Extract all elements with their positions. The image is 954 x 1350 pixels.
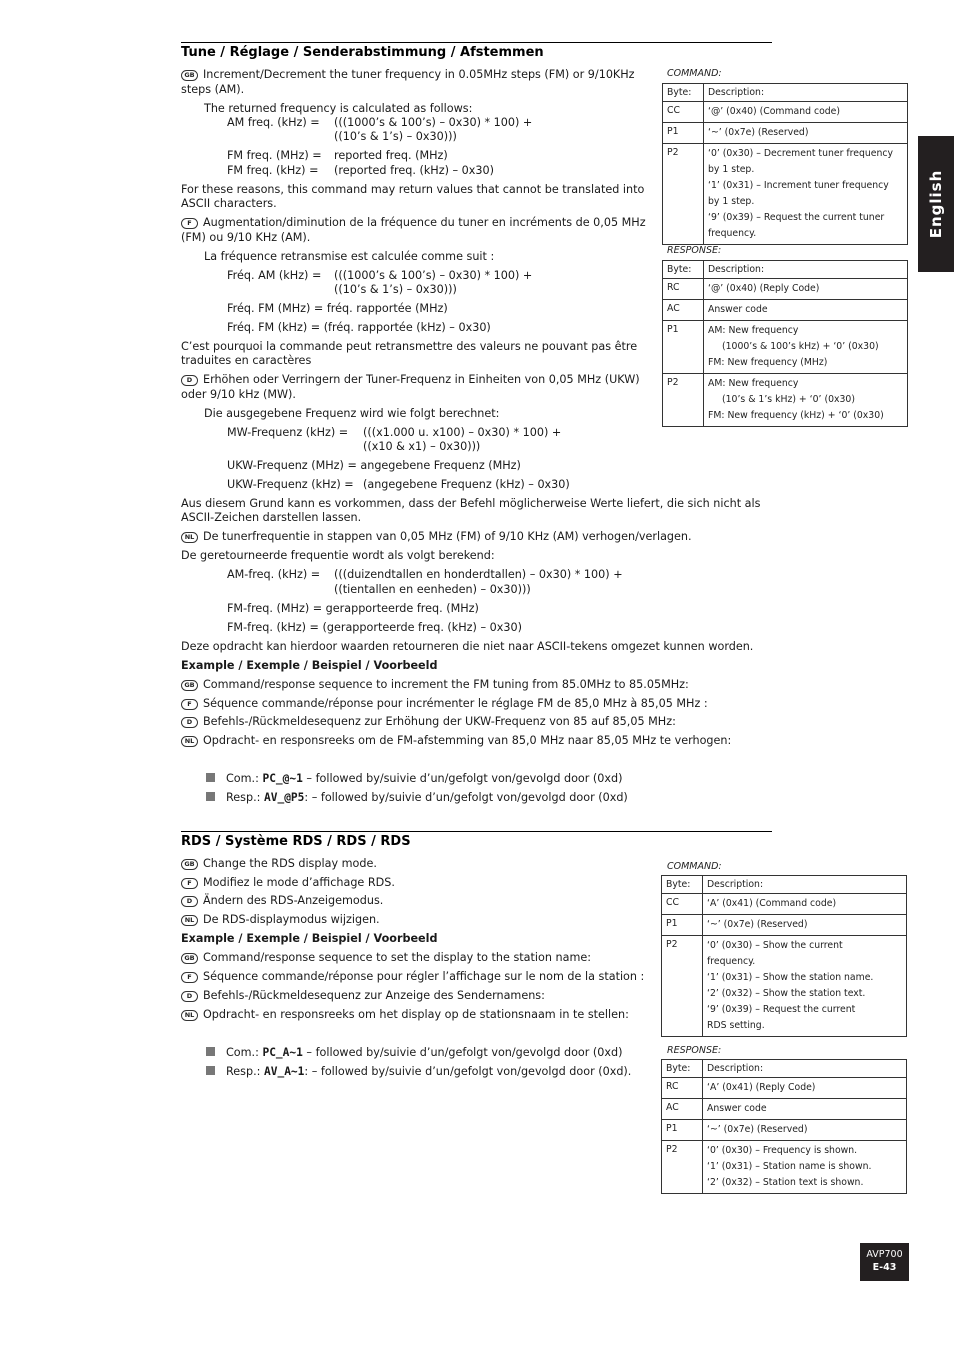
- rds-command-caption: COMMAND:: [667, 861, 722, 872]
- tune-f-am-label: Fréq. AM (kHz) =: [227, 269, 322, 282]
- description-cell: [704, 321, 908, 374]
- rds-example-gb: GB Command/response sequence to set the display to the station name:: [181, 950, 591, 965]
- table-row: [663, 321, 908, 374]
- d-lang-icon: D: [181, 991, 198, 1002]
- bullet-square-icon: [206, 792, 215, 801]
- tune-gb-reason2: ASCII characters.: [181, 197, 277, 210]
- tune-nl-fm-mhz: FM-freq. (MHz) = gerapporteerde freq. (MHz): [227, 602, 479, 615]
- tune-resp-code: AV_@P5: [263, 791, 305, 804]
- byte-cell: AC: [662, 1099, 703, 1120]
- rds-example-heading: Example / Exemple / Beispiel / Voorbeeld: [181, 932, 438, 945]
- description-line: ‘@’ (0x40) (Command code): [708, 106, 841, 117]
- description-cell: [703, 894, 907, 915]
- rds-gb: GB Change the RDS display mode.: [181, 856, 377, 871]
- description-cell: [703, 915, 907, 936]
- tune-response-table: [662, 260, 908, 427]
- tune-nl-calc: De geretourneerde frequentie wordt als volgt berekend:: [181, 549, 495, 562]
- description-line: ‘~’ (0x7e) (Reserved): [707, 1124, 808, 1135]
- tune-d-ukw-khz-value: (angegebene Frequenz (kHz) – 0x30): [363, 478, 570, 491]
- gb-lang-icon: GB: [181, 953, 198, 964]
- description-cell: [704, 144, 908, 245]
- tune-gb-fm-khz-value: (reported freq. (kHz) – 0x30): [334, 164, 495, 177]
- byte-cell: AC: [663, 300, 704, 321]
- rds-resp-line: Resp.: AV_A~1: – followed by/suivie d’un/gefolgt von/gevolgd door (0xd).: [206, 1064, 631, 1079]
- tune-f-calc: La fréquence retransmise est calculée comme suit :: [204, 250, 495, 263]
- tune-command-caption: COMMAND:: [667, 68, 722, 79]
- rds-com-line: Com.: PC_A~1 – followed by/suivie d’un/gefolgt von/gevolgd door (0xd): [206, 1045, 623, 1060]
- description-cell: [704, 102, 908, 123]
- byte-cell: RC: [663, 279, 704, 300]
- rds-response-caption: RESPONSE:: [667, 1045, 722, 1056]
- tune-gb-am-formula2: ((10’s & 1’s) – 0x30))): [334, 130, 457, 143]
- table-row: [662, 915, 907, 936]
- tune-gb-calc: The returned frequency is calculated as follows:: [204, 102, 473, 115]
- description-line: (10’s & 1’s kHz) + ‘0’ (0x30): [722, 394, 855, 405]
- table-row: [663, 374, 908, 427]
- tune-heading: Tune / Réglage / Senderabstimmung / Afstemmen: [181, 45, 544, 60]
- table-row: [663, 279, 908, 300]
- description-line: ‘0’ (0x30) – Show the current: [707, 940, 843, 951]
- header-description: Description:: [703, 876, 907, 894]
- rds-response-table: [661, 1059, 907, 1194]
- description-line: by 1 step.: [708, 196, 755, 207]
- tune-d-ukw-khz-label: UKW-Frequenz (kHz) =: [227, 478, 354, 491]
- d-lang-icon: D: [181, 717, 198, 728]
- description-line: Answer code: [708, 304, 768, 315]
- tune-example-heading: Example / Exemple / Beispiel / Voorbeeld: [181, 659, 438, 672]
- table-row: [662, 894, 907, 915]
- table-row: [662, 1141, 907, 1194]
- page-number: E-43: [872, 1262, 897, 1273]
- tune-d-line2: oder 9/10 kHz (MW).: [181, 388, 296, 401]
- description-line: ‘~’ (0x7e) (Reserved): [707, 919, 808, 930]
- d-lang-icon: D: [181, 896, 198, 907]
- tune-nl-line1: NL De tunerfrequentie in stappen van 0,05 MHz (FM) of 9/10 KHz (AM) verhogen/verlagen.: [181, 529, 692, 544]
- language-tab-label: English: [927, 169, 945, 239]
- f-lang-icon: F: [181, 218, 198, 229]
- description-line: ‘1’ (0x31) – Increment tuner frequency: [708, 180, 889, 191]
- header-byte: Byte:: [662, 1060, 703, 1078]
- tune-f-fm-mhz: Fréq. FM (MHz) = fréq. rapportée (MHz): [227, 302, 448, 315]
- tune-gb-fm-mhz-label: FM freq. (MHz) =: [227, 149, 322, 162]
- tune-gb-line1: GB Increment/Decrement the tuner frequency in 0.05MHz steps (FM) or 9/10KHz: [181, 67, 635, 82]
- tune-f-am-formula1: (((1000’s & 100’s) – 0x30) * 100) +: [334, 269, 533, 282]
- rds-command-table: [661, 875, 907, 1037]
- tune-d-mw-label: MW-Frequenz (kHz) =: [227, 426, 349, 439]
- rds-example-nl: NL Opdracht- en responsreeks om het display op de stationsnaam in te stellen:: [181, 1007, 629, 1022]
- description-line: ‘9’ (0x39) – Request the current tuner: [708, 212, 885, 223]
- tune-example-f: F Séquence commande/réponse pour incrémenter le réglage FM de 85,0 MHz à 85,05 MHz :: [181, 696, 708, 711]
- nl-lang-icon: NL: [181, 915, 198, 926]
- language-tab: [918, 136, 954, 272]
- tune-com-code: PC_@~1: [262, 772, 303, 785]
- description-cell: [704, 279, 908, 300]
- tune-nl-am-formula2: ((tientallen en eenheden) – 0x30))): [334, 583, 531, 596]
- bullet-square-icon: [206, 773, 215, 782]
- description-line: AM: New frequency: [708, 325, 799, 336]
- table-row: [662, 1120, 907, 1141]
- description-line: ‘9’ (0x39) – Request the current: [707, 1004, 856, 1015]
- description-line: RDS setting.: [707, 1020, 765, 1031]
- tune-f-reason2: traduites en caractères: [181, 354, 312, 367]
- header-byte: Byte:: [662, 876, 703, 894]
- tune-d-line1: D Erhöhen oder Verringern der Tuner-Frequenz in Einheiten von 0,05 MHz (UKW): [181, 372, 640, 387]
- rds-example-d: D Befehls-/Rückmeldesequenz zur Anzeige des Sendernamens:: [181, 988, 545, 1003]
- bullet-square-icon: [206, 1047, 215, 1056]
- tune-nl-fm-khz: FM-freq. (kHz) = (gerapporteerde freq. (kHz) – 0x30): [227, 621, 522, 634]
- tune-d-calc: Die ausgegebene Frequenz wird wie folgt berechnet:: [204, 407, 500, 420]
- description-line: ‘A’ (0x41) (Command code): [707, 898, 837, 909]
- description-line: ‘~’ (0x7e) (Reserved): [708, 127, 809, 138]
- description-cell: [703, 1141, 907, 1194]
- f-lang-icon: F: [181, 699, 198, 710]
- description-cell: [703, 936, 907, 1037]
- description-line: ‘A’ (0x41) (Reply Code): [707, 1082, 816, 1093]
- section-rule-rds: [181, 831, 772, 832]
- description-line: frequency.: [707, 956, 756, 967]
- table-row: [662, 1099, 907, 1120]
- table-header-row: [662, 876, 907, 894]
- tune-nl-reason: Deze opdracht kan hierdoor waarden retourneren die niet naar ASCII-tekens omgezet kunnen worden.: [181, 640, 754, 653]
- header-description: Description:: [704, 261, 908, 279]
- byte-cell: P1: [663, 123, 704, 144]
- tune-f-line1: F Augmentation/diminution de la fréquence du tuner en incréments de 0,05 MHz: [181, 215, 646, 230]
- description-line: ‘1’ (0x31) – Show the station name.: [707, 972, 874, 983]
- header-byte: Byte:: [663, 84, 704, 102]
- page-number-box: [860, 1243, 909, 1281]
- description-cell: [704, 300, 908, 321]
- tune-gb-reason1: For these reasons, this command may return values that cannot be translated into: [181, 183, 645, 196]
- tune-f-line2: (FM) ou 9/10 KHz (AM).: [181, 231, 311, 244]
- rds-example-f: F Séquence commande/réponse pour régler l’affichage sur le nom de la station :: [181, 969, 644, 984]
- description-line: by 1 step.: [708, 164, 755, 175]
- header-description: Description:: [703, 1060, 907, 1078]
- table-row: [663, 144, 908, 245]
- tune-example-gb: GB Command/response sequence to increment the FM tuning from 85.0MHz to 85.05MHz:: [181, 677, 689, 692]
- byte-cell: P2: [662, 1141, 703, 1194]
- f-lang-icon: F: [181, 972, 198, 983]
- gb-lang-icon: GB: [181, 70, 198, 81]
- table-row: [663, 300, 908, 321]
- description-line: frequency.: [708, 228, 757, 239]
- tune-com-line: Com.: PC_@~1 – followed by/suivie d’un/gefolgt von/gevolgd door (0xd): [206, 771, 623, 786]
- rds-com-code: PC_A~1: [262, 1046, 303, 1059]
- description-line: (1000’s & 100’s kHz) + ‘0’ (0x30): [722, 341, 879, 352]
- tune-d-reason1: Aus diesem Grund kann es vorkommen, dass der Befehl möglicherweise Werte liefert, die sich nicht als: [181, 497, 761, 510]
- byte-cell: P1: [662, 1120, 703, 1141]
- tune-gb-am-label: AM freq. (kHz) =: [227, 116, 320, 129]
- description-cell: [704, 374, 908, 427]
- description-cell: [703, 1099, 907, 1120]
- description-line: FM: New frequency (MHz): [708, 357, 828, 368]
- tune-nl-am-label: AM-freq. (kHz) =: [227, 568, 321, 581]
- description-cell: [703, 1078, 907, 1099]
- byte-cell: P2: [662, 936, 703, 1037]
- table-row: [663, 102, 908, 123]
- tune-d-ukw-mhz: UKW-Frequenz (MHz) = angegebene Frequenz (MHz): [227, 459, 521, 472]
- description-line: ‘@’ (0x40) (Reply Code): [708, 283, 820, 294]
- tune-d-mw-formula2: ((x10 & x1) – 0x30))): [363, 440, 481, 453]
- gb-lang-icon: GB: [181, 680, 198, 691]
- description-line: Answer code: [707, 1103, 767, 1114]
- nl-lang-icon: NL: [181, 532, 198, 543]
- tune-gb-fm-mhz-value: reported freq. (MHz): [334, 149, 448, 162]
- tune-f-am-formula2: ((10’s & 1’s) – 0x30))): [334, 283, 457, 296]
- tune-gb-fm-khz-label: FM freq. (kHz) =: [227, 164, 319, 177]
- tune-resp-line: Resp.: AV_@P5: – followed by/suivie d’un/gefolgt von/gevolgd door (0xd): [206, 790, 628, 805]
- byte-cell: P1: [663, 321, 704, 374]
- table-header-row: [662, 1060, 907, 1078]
- byte-cell: CC: [663, 102, 704, 123]
- section-rule-tune: [181, 42, 772, 43]
- rds-resp-code: AV_A~1: [263, 1065, 305, 1078]
- rds-nl: NL De RDS-displaymodus wijzigen.: [181, 912, 380, 927]
- description-cell: [703, 1120, 907, 1141]
- description-line: ‘0’ (0x30) – Frequency is shown.: [707, 1145, 858, 1156]
- tune-example-nl: NL Opdracht- en responsreeks om de FM-afstemming van 85,0 MHz naar 85,05 MHz te verhogen:: [181, 733, 731, 748]
- table-row: [663, 123, 908, 144]
- tune-command-table: [662, 83, 908, 245]
- nl-lang-icon: NL: [181, 1010, 198, 1021]
- description-line: AM: New frequency: [708, 378, 799, 389]
- tune-f-fm-khz: Fréq. FM (kHz) = (fréq. rapportée (kHz) – 0x30): [227, 321, 491, 334]
- model-name: AVP700: [866, 1249, 903, 1260]
- f-lang-icon: F: [181, 878, 198, 889]
- tune-d-reason2: ASCII-Zeichen darstellen lassen.: [181, 511, 362, 524]
- tune-d-mw-formula1: (((x1.000 u. x100) – 0x30) * 100) +: [363, 426, 562, 439]
- nl-lang-icon: NL: [181, 736, 198, 747]
- tune-gb-line2: steps (AM).: [181, 83, 245, 96]
- description-line: ‘2’ (0x32) – Station text is shown.: [707, 1177, 864, 1188]
- gb-lang-icon: GB: [181, 859, 198, 870]
- tune-gb-am-formula1: (((1000’s & 100’s) – 0x30) * 100) +: [334, 116, 533, 129]
- description-line: ‘1’ (0x31) – Station name is shown.: [707, 1161, 872, 1172]
- tune-f-reason1: C’est pourquoi la commande peut retransmettre des valeurs ne pouvant pas être: [181, 340, 638, 353]
- rds-f: F Modifiez le mode d’affichage RDS.: [181, 875, 395, 890]
- table-row: [662, 936, 907, 1037]
- tune-response-caption: RESPONSE:: [667, 245, 722, 256]
- description-line: ‘0’ (0x30) – Decrement tuner frequency: [708, 148, 893, 159]
- d-lang-icon: D: [181, 375, 198, 386]
- tune-nl-am-formula1: (((duizendtallen en honderdtallen) – 0x30) * 100) +: [334, 568, 623, 581]
- bullet-square-icon: [206, 1066, 215, 1075]
- description-line: ‘2’ (0x32) – Show the station text.: [707, 988, 866, 999]
- byte-cell: P1: [662, 915, 703, 936]
- table-row: [662, 1078, 907, 1099]
- table-header-row: [663, 261, 908, 279]
- byte-cell: P2: [663, 144, 704, 245]
- description-cell: [704, 123, 908, 144]
- tune-example-d: D Befehls-/Rückmeldesequenz zur Erhöhung der UKW-Frequenz von 85 auf 85,05 MHz:: [181, 714, 676, 729]
- table-header-row: [663, 84, 908, 102]
- byte-cell: RC: [662, 1078, 703, 1099]
- header-description: Description:: [704, 84, 908, 102]
- description-line: FM: New frequency (kHz) + ‘0’ (0x30): [708, 410, 884, 421]
- header-byte: Byte:: [663, 261, 704, 279]
- rds-d: D Ändern des RDS-Anzeigemodus.: [181, 893, 383, 908]
- byte-cell: CC: [662, 894, 703, 915]
- rds-heading: RDS / Système RDS / RDS / RDS: [181, 834, 411, 849]
- byte-cell: P2: [663, 374, 704, 427]
